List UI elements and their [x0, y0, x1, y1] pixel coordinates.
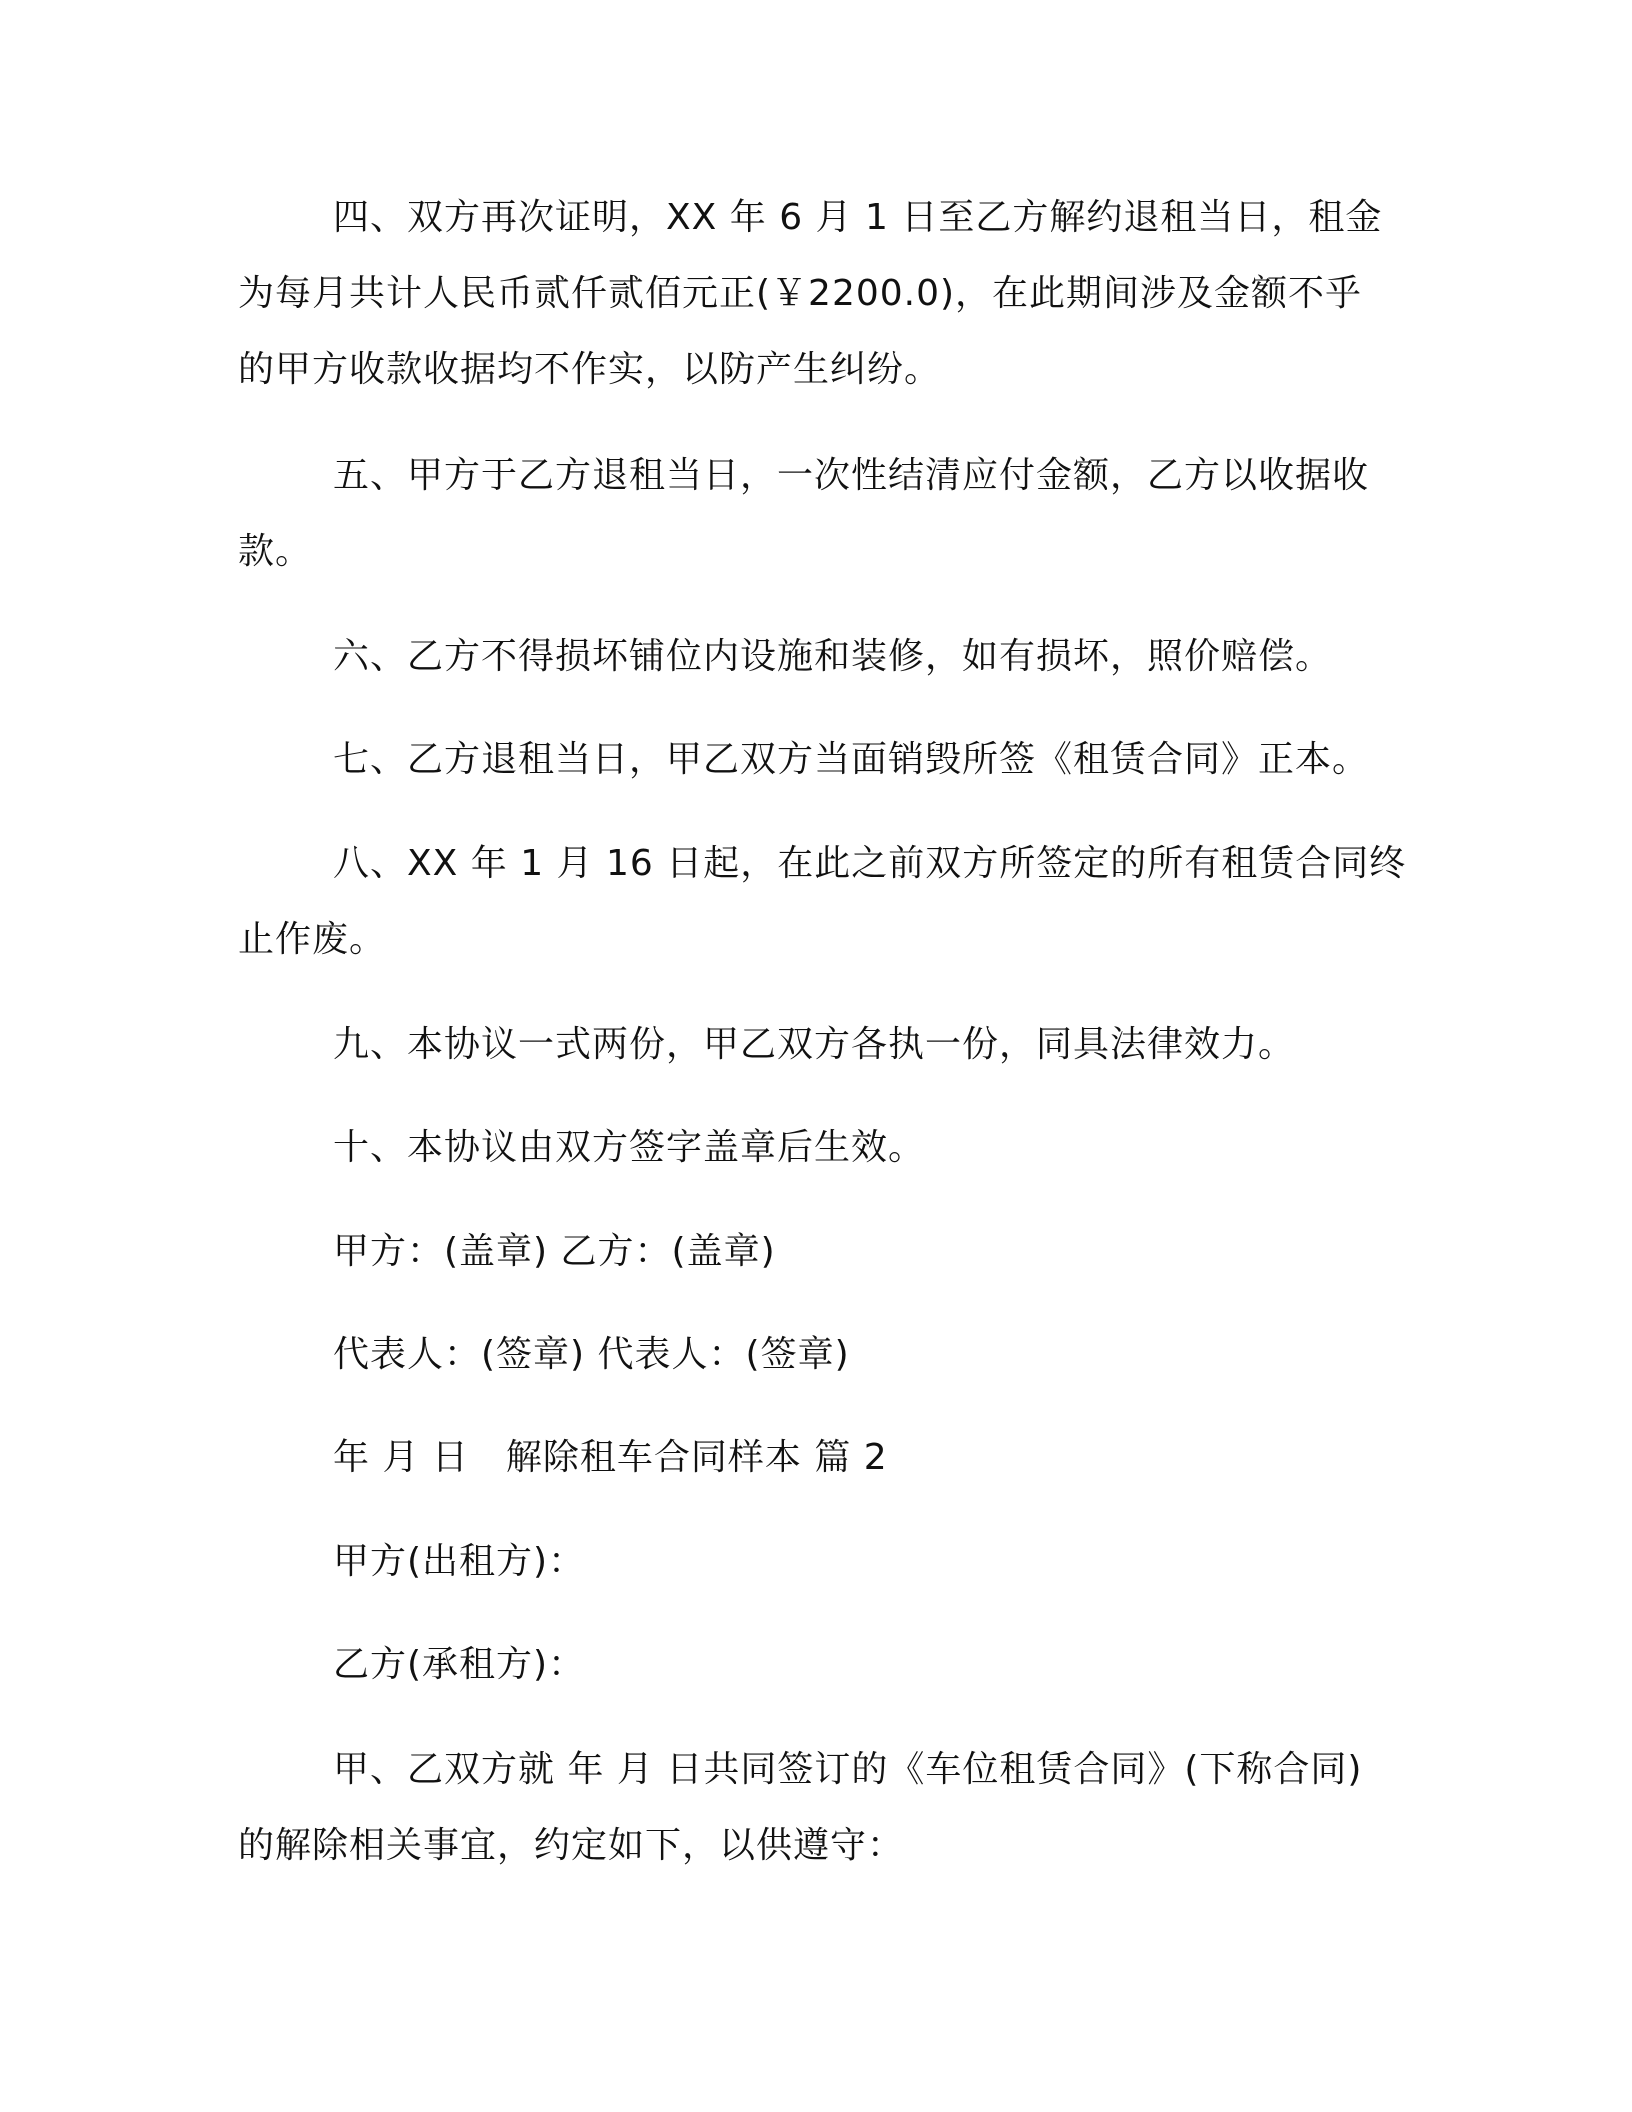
- clause-4-line-1: 四、双方再次证明，XX 年 6 月 1 日至乙方解约退租当日，租金: [333, 197, 1383, 238]
- clause-7: 七、乙方退租当日，甲乙双方当面销毁所签《租赁合同》正本。: [333, 739, 1370, 780]
- date-and-section-title: 年 月 日 解除租车合同样本 篇 2: [333, 1437, 888, 1478]
- clause-4-line-3: 的甲方收款收据均不作实，以防产生纠纷。: [238, 349, 942, 390]
- intro-line-2: 的解除相关事宜，约定如下，以供遵守：: [238, 1825, 905, 1866]
- clause-8-line-1: 八、XX 年 1 月 16 日起，在此之前双方所签定的所有租赁合同终: [333, 843, 1407, 884]
- party-a-lessor: 甲方(出租方)：: [333, 1541, 586, 1582]
- representative-sign-line: 代表人：(签章) 代表人：(签章): [333, 1334, 850, 1375]
- clause-5-line-2: 款。: [238, 531, 313, 572]
- clause-4-line-2: 为每月共计人民币贰仟贰佰元正(￥2200.0)，在此期间涉及金额不乎: [238, 273, 1363, 314]
- party-b-lessee: 乙方(承租方)：: [333, 1644, 586, 1685]
- party-seal-line: 甲方：(盖章) 乙方：(盖章): [333, 1231, 776, 1272]
- clause-9: 九、本协议一式两份，甲乙双方各执一份，同具法律效力。: [333, 1024, 1296, 1065]
- clause-6: 六、乙方不得损坏铺位内设施和装修，如有损坏，照价赔偿。: [333, 636, 1333, 677]
- clause-8-line-2: 止作废。: [238, 919, 387, 960]
- clause-10: 十、本协议由双方签字盖章后生效。: [333, 1127, 926, 1168]
- clause-5-line-1: 五、甲方于乙方退租当日，一次性结清应付金额，乙方以收据收: [333, 455, 1370, 496]
- intro-line-1: 甲、乙双方就 年 月 日共同签订的《车位租赁合同》(下称合同): [333, 1749, 1363, 1790]
